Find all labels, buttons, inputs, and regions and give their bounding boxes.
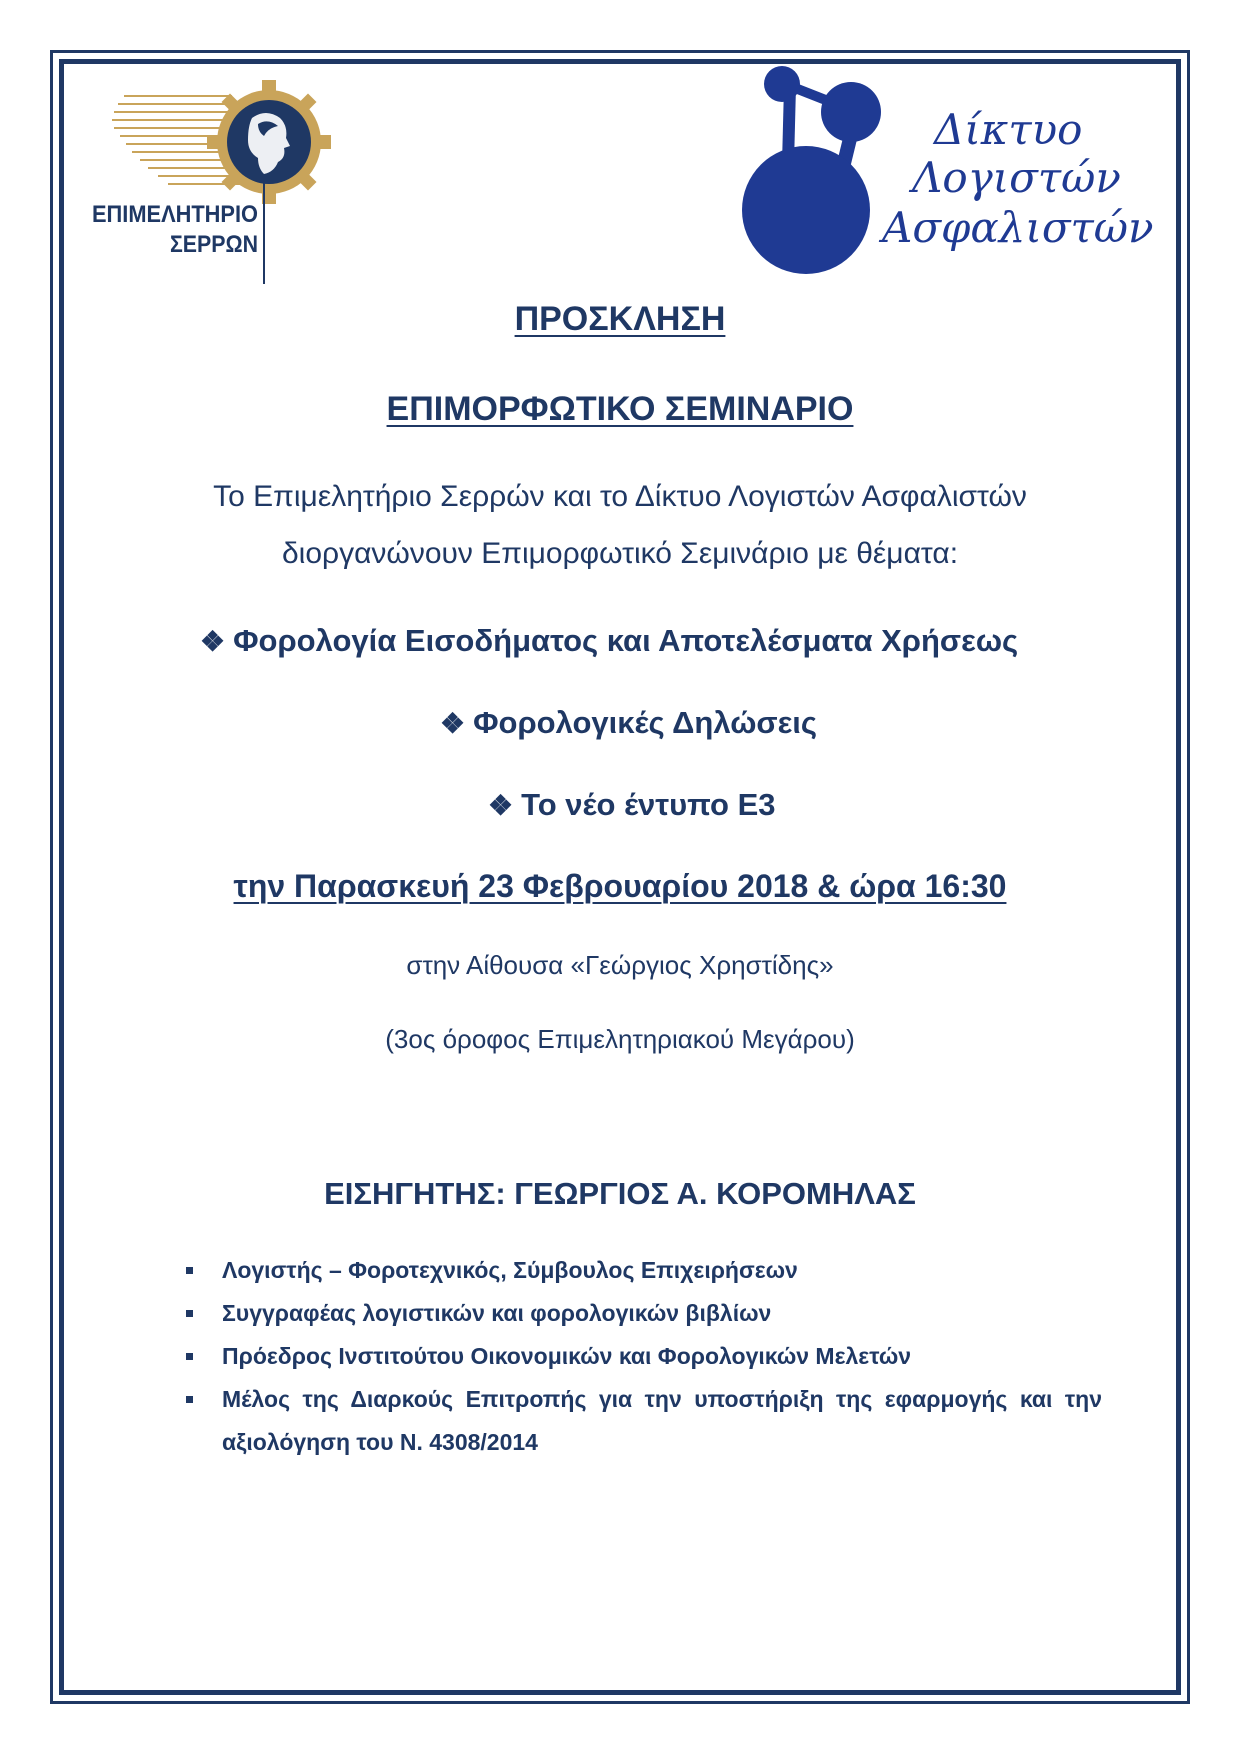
credential-item [222,1343,1102,1370]
chamber-of-serres-logo [92,78,332,288]
topic-text: Το νέο έντυπο Ε3 [521,787,776,822]
seminar-floor: (3ος όροφος Επιμελητηριακού Μεγάρου) [385,1024,855,1054]
topic-text: Φορολογία Εισοδήματος και Αποτελέσματα Χρήσεως [233,623,1019,658]
credential-text: Μέλος της Διαρκούς Επιτροπής για την υποστήριξη της εφαρμογής και την αξιολόγηση του Ν. 4308/2014 [222,1386,1102,1455]
topic-text: Φορολογικές Δηλώσεις [473,705,818,740]
intro-line-1: Το Επιμελητήριο Σερρών και το Δίκτυο Λογιστών Ασφαλιστών [213,480,1027,513]
speaker-heading: ΕΙΣΗΓΗΤΗΣ: ΓΕΩΡΓΙΟΣ Α. ΚΟΡΟΜΗΛΑΣ [324,1176,916,1211]
credential-text: Πρόεδρος Ινστιτούτου Οικονομικών και Φορολογικών Μελετών [222,1343,912,1369]
diamond-bullet-icon: ❖ [488,790,514,821]
svg-text:ΣΕΡΡΩΝ: ΣΕΡΡΩΝ [170,231,258,258]
invitation-title-text: ΠΡΟΣΚΛΗΣΗ [514,300,726,338]
credential-text: Συγγραφέας λογιστικών και φορολογικών βιβλίων [222,1300,772,1326]
seminar-subtitle-text: ΕΠΙΜΟΡΦΩΤΙΚΟ ΣΕΜΙΝΑΡΙΟ [386,390,854,428]
square-bullet-icon [186,1267,193,1274]
svg-text:Λογιστών: Λογιστών [912,153,1121,202]
topic-item [488,787,776,823]
svg-text:Ασφαλιστών: Ασφαλιστών [882,203,1154,252]
seminar-subtitle [60,390,1180,429]
seminar-venue: στην Αίθουσα «Γεώργιος Χρηστίδης» [406,950,834,980]
seminar-date [60,868,1180,905]
diamond-bullet-icon: ❖ [200,626,226,657]
square-bullet-icon [186,1310,193,1317]
chamber-logo-lettering [92,196,262,266]
invitation-title [60,300,1180,339]
network-logo-graphic [736,64,1172,278]
credential-item [222,1257,1102,1284]
credential-item [222,1378,1102,1464]
square-bullet-icon [186,1353,193,1360]
svg-text:ΕΠΙΜΕΛΗΤΗΡΙΟ: ΕΠΙΜΕΛΗΤΗΡΙΟ [92,201,258,228]
svg-text:Δίκτυο: Δίκτυο [934,105,1083,154]
topic-item [200,623,1018,659]
intro-line-2: διοργανώνουν Επιμορφωτικό Σεμινάριο με θέματα: [281,537,959,570]
topic-item [440,705,817,741]
credential-text: Λογιστής – Φοροτεχνικός, Σύμβουλος Επιχειρήσεων [222,1257,798,1283]
seminar-date-text: την Παρασκευή 23 Φεβρουαρίου 2018 & ώρα 16:30 [233,868,1007,904]
diamond-bullet-icon: ❖ [440,708,466,739]
credential-item [222,1300,1102,1327]
accountants-network-logo [736,64,1172,278]
square-bullet-icon [186,1396,193,1403]
